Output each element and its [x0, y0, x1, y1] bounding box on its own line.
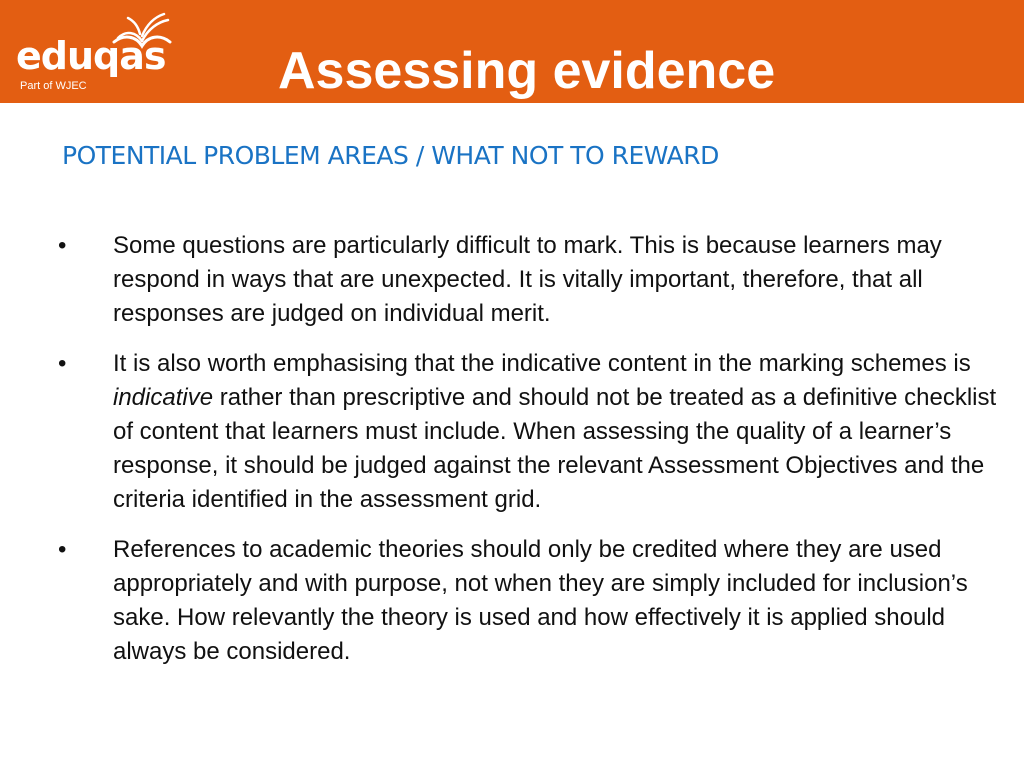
list-item — [58, 229, 998, 331]
bullet-marker: • — [58, 536, 67, 563]
bullet-text — [113, 347, 998, 517]
bullet-marker: • — [58, 350, 67, 377]
logo-wordmark: eduqas — [16, 34, 166, 78]
page-title: Assessing evidence — [278, 42, 776, 100]
logo-tagline: Part of WJEC — [20, 80, 87, 92]
header-bar — [0, 0, 1024, 103]
eduqas-logo — [16, 12, 166, 92]
bullet-text: References to academic theories should only be credited where they are used appropriately and with purpose, not when they are simply included for inclusion’s sake. How relevantly the theory is used and how effectively it is applied should always be considered. — [113, 536, 968, 665]
bullet-list — [58, 229, 998, 685]
bullet-marker: • — [58, 232, 67, 259]
list-item — [58, 533, 998, 669]
section-subheading: POTENTIAL PROBLEM AREAS / WHAT NOT TO REWARD — [62, 141, 719, 170]
list-item — [58, 347, 998, 517]
bullet-text-emphasis: indicative — [113, 384, 214, 411]
bullet-text: Some questions are particularly difficult to mark. This is because learners may respond in ways that are unexpected. It is vitally important, therefore, that all responses are judged on individual merit. — [113, 232, 942, 327]
bullet-text-part: rather than prescriptive and should not be treated as a definitive checklist of content that learners must include. When assessing the quality of a learner’s response, it should be judged against the relevant Assessment Objectives and the criteria identified in the assessment grid. — [113, 384, 997, 513]
bullet-text-part: It is also worth emphasising that the indicative content in the marking schemes is — [113, 350, 971, 377]
